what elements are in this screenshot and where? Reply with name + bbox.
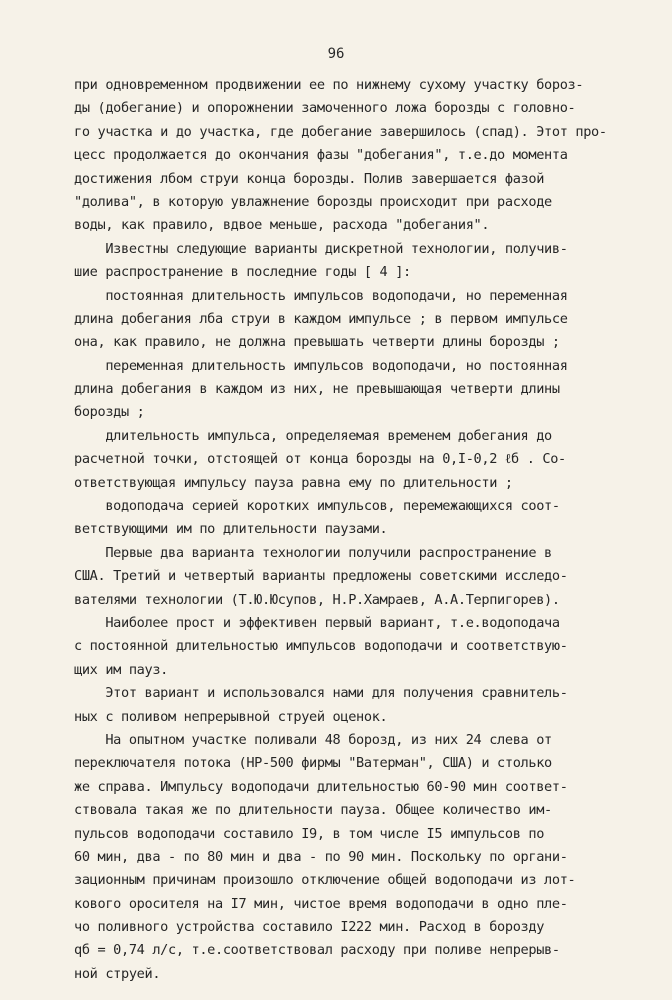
text-line: переключателя потока (НР-500 фирмы "Ватерман", США) и столько [74, 755, 552, 772]
text-line: 60 мин, два - по 80 мин и два - по 90 мин. Поскольку по органи- [74, 848, 568, 865]
text-line: с постоянной длительностью импульсов водоподачи и соответствую- [74, 638, 568, 655]
text-line: "долива", в которую увлажнение борозды происходит при расходе [74, 193, 552, 210]
text-line: переменная длительность импульсов водоподачи, но постоянная [74, 357, 568, 374]
text-line: водоподача серией коротких импульсов, перемежающихся соот- [74, 498, 560, 515]
text-line: ной струей. [74, 965, 161, 982]
page-number: 96 [327, 46, 345, 62]
text-line: ответствующая импульсу пауза равна ему по длительности ; [74, 474, 513, 491]
text-line: расчетной точки, отстоящей от конца борозды на 0,I-0,2 ℓб . Со- [74, 451, 566, 468]
text-line: ветствующими им по длительности паузами. [74, 521, 388, 538]
text-line: достижения лбом струи конца борозды. Полив завершается фазой [74, 170, 545, 187]
text-line: длина добегания лба струи в каждом импульсе ; в первом импульсе [74, 310, 568, 327]
text-line: длительность импульса, определяемая временем добегания до [74, 427, 552, 444]
text-line: чо поливного устройства составило I222 мин. Расход в борозду [74, 919, 545, 936]
text-line: щих им пауз. [74, 661, 169, 678]
text-line: же справа. Импульсу водоподачи длительностью 60-90 мин соответ- [74, 778, 568, 795]
text-line: кового оросителя на I7 мин, чистое время водоподачи в одно пле- [74, 895, 568, 912]
text-line: постоянная длительность импульсов водоподачи, но переменная [74, 287, 568, 304]
text-line: США. Третий и четвертый варианты предложены советскими исследо- [74, 568, 568, 585]
text-line: На опытном участке поливали 48 борозд, из них 24 слева от [74, 731, 552, 748]
text-line: qб = 0,74 л/с, т.е.соответствовал расходу при поливе непрерыв- [74, 942, 560, 959]
text-line: длина добегания в каждом из них, не превышающая четверти длины [74, 381, 560, 398]
text-line: Первые два варианта технологии получили распространение в [74, 544, 552, 561]
text-line: при одновременном продвижении ее по нижнему сухому участку бороз- [74, 77, 584, 93]
text-line: воды, как правило, вдвое меньше, расхода "добегания". [74, 217, 490, 234]
text-line: пульсов водоподачи составило I9, в том числе I5 импульсов по [74, 825, 545, 842]
text-line: ды (добегание) и опорожнении замоченного ложа борозды с головно- [74, 100, 576, 117]
text-line: зационным причинам произошло отключение общей водоподачи из лот- [74, 872, 576, 889]
text-line: шие распространение в последние годы [ 4 ]: [74, 264, 411, 281]
text-line: Известны следующие варианты дискретной технологии, получив- [74, 240, 568, 257]
text-line: цесс продолжается до окончания фазы "добегания", т.е.до момента [74, 147, 568, 164]
text-line: Этот вариант и использовался нами для получения сравнитель- [74, 685, 568, 702]
text-line: борозды ; [74, 404, 145, 421]
text-line: го участка и до участка, где добегание завершилось (спад). Этот про- [74, 123, 607, 140]
text-line: Наиболее прост и эффективен первый вариант, т.е.водоподача [74, 614, 560, 631]
body-text [74, 74, 658, 986]
text-line: вателями технологии (Т.Ю.Юсупов, Н.Р.Хамраев, А.А.Терпигорев). [74, 591, 560, 608]
text-line: ствовала такая же по длительности пауза. Общее количество им- [74, 802, 552, 819]
text-line: ных с поливом непрерывной струей оценок. [74, 708, 388, 725]
text-line: она, как правило, не должна превышать четверти длины борозды ; [74, 334, 560, 351]
